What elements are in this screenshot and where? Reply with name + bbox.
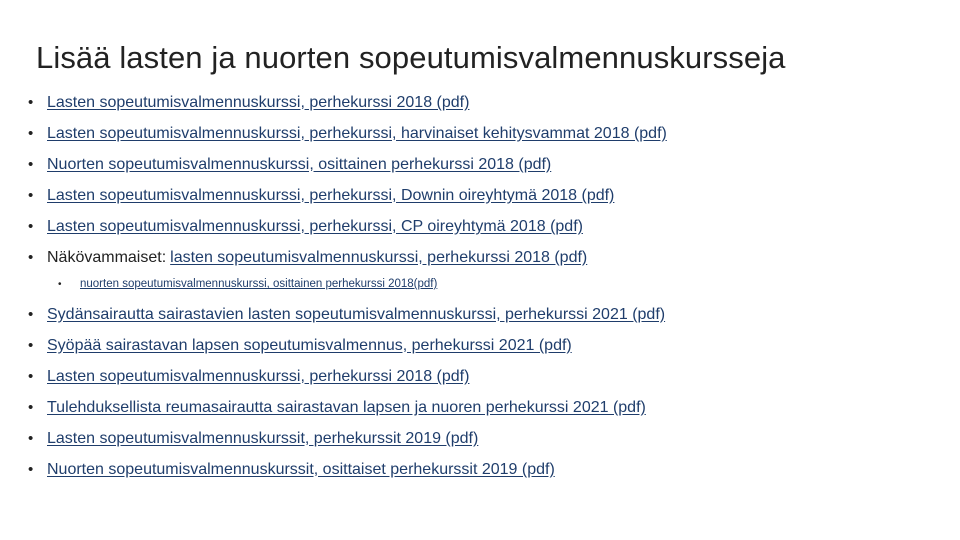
course-list — [28, 87, 928, 485]
bullet-icon: • — [58, 278, 62, 290]
course-link[interactable]: Sydänsairautta sairastavien lasten sopeutumisvalmennuskurssi, perhekurssi 2021 (pdf) — [47, 305, 666, 323]
course-link[interactable]: Tulehduksellista reumasairautta sairastavan lapsen ja nuoren perhekurssi 2021 (pdf) — [47, 398, 646, 416]
course-link[interactable]: Nuorten sopeutumisvalmennuskurssit, osittaiset perhekurssit 2019 (pdf) — [47, 460, 555, 478]
list-item — [28, 361, 928, 392]
bullet-icon: • — [28, 187, 34, 204]
course-link[interactable]: Lasten sopeutumisvalmennuskurssi, perhekurssi 2018 (pdf) — [47, 367, 470, 385]
list-item — [28, 180, 928, 211]
page-title: Lisää lasten ja nuorten sopeutumisvalmennuskursseja — [36, 40, 786, 75]
bullet-icon: • — [28, 156, 34, 173]
course-link[interactable]: Lasten sopeutumisvalmennuskurssi, perhekurssi, harvinaiset kehitysvammat 2018 (pdf) — [47, 124, 667, 142]
list-item — [28, 454, 928, 485]
list-item — [28, 211, 928, 242]
list-item — [28, 149, 928, 180]
course-link[interactable]: Lasten sopeutumisvalmennuskurssi, perhekurssi 2018 (pdf) — [47, 93, 470, 111]
bullet-icon: • — [28, 218, 34, 235]
list-item — [28, 423, 928, 454]
course-link[interactable]: Nuorten sopeutumisvalmennuskurssi, osittainen perhekurssi 2018 (pdf) — [47, 155, 552, 173]
bullet-icon: • — [28, 306, 34, 323]
course-link[interactable]: Lasten sopeutumisvalmennuskurssi, perhekurssi, Downin oireyhtymä 2018 (pdf) — [47, 186, 615, 204]
course-link[interactable]: nuorten sopeutumisvalmennuskurssi, osittainen perhekurssi 2018(pdf) — [80, 278, 438, 290]
course-link[interactable]: Syöpää sairastavan lapsen sopeutumisvalmennus, perhekurssi 2021 (pdf) — [47, 336, 572, 354]
course-link[interactable]: lasten sopeutumisvalmennuskurssi, perhekurssi 2018 (pdf) — [170, 248, 588, 266]
bullet-icon: • — [28, 399, 34, 416]
bullet-icon: • — [28, 249, 34, 266]
bullet-icon: • — [28, 94, 34, 111]
list-item — [28, 299, 928, 330]
list-item — [28, 87, 928, 118]
list-item — [28, 242, 928, 273]
bullet-icon: • — [28, 368, 34, 385]
category-label: Näkövammaiset: — [47, 248, 167, 266]
list-item — [28, 118, 928, 149]
list-item — [28, 392, 928, 423]
course-link[interactable]: Lasten sopeutumisvalmennuskurssit, perhekurssit 2019 (pdf) — [47, 429, 479, 447]
course-link[interactable]: Lasten sopeutumisvalmennuskurssi, perhekurssi, CP oireyhtymä 2018 (pdf) — [47, 217, 583, 235]
bullet-icon: • — [28, 461, 34, 478]
sub-list-item — [28, 273, 928, 295]
list-item — [28, 330, 928, 361]
bullet-icon: • — [28, 337, 34, 354]
bullet-icon: • — [28, 125, 34, 142]
bullet-icon: • — [28, 430, 34, 447]
